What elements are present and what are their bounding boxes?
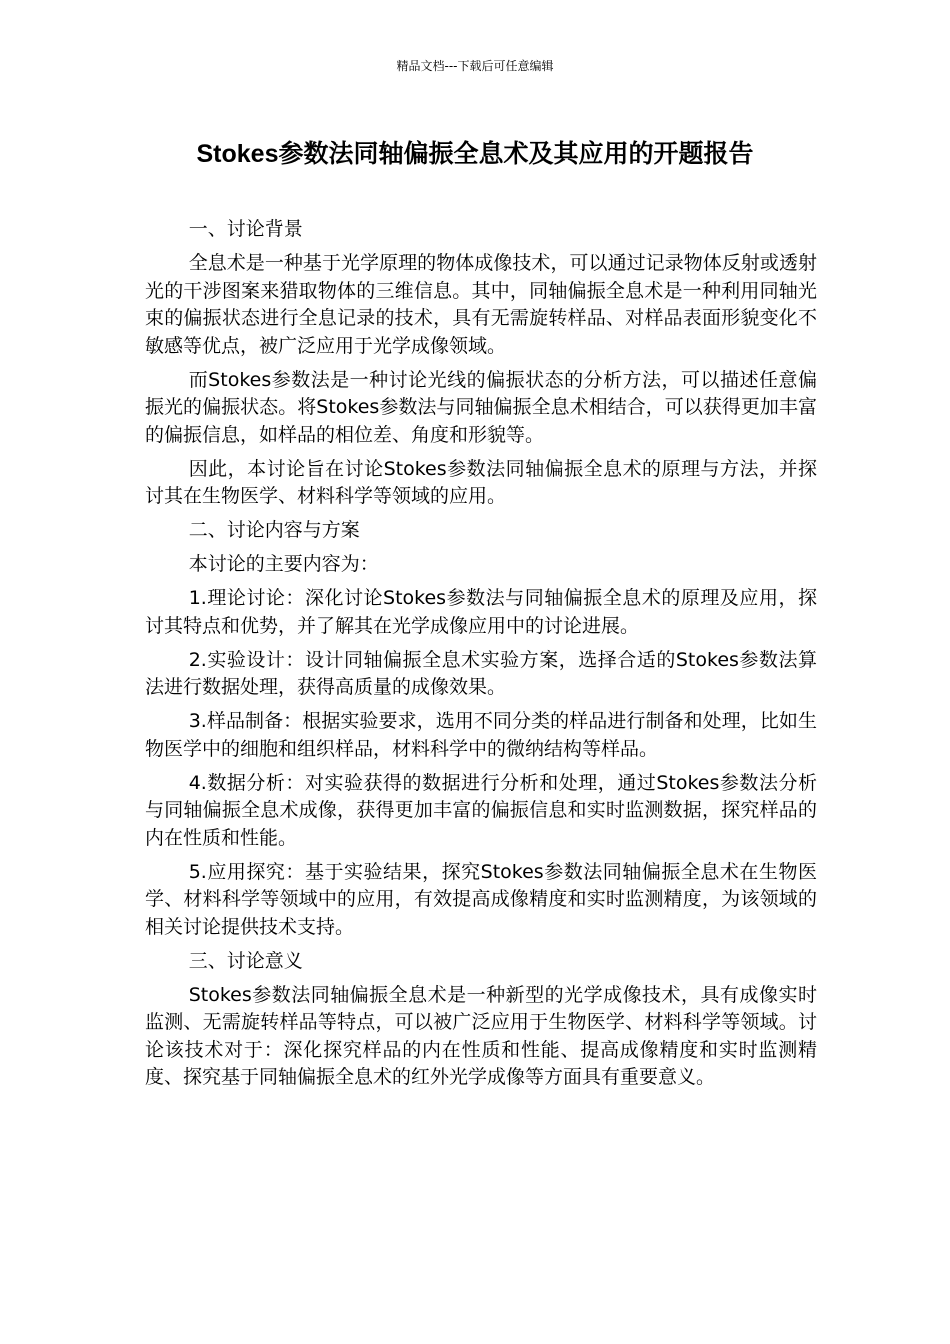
header-note: 精品文档---下载后可任意编辑 (396, 59, 554, 73)
paragraph-background-2: 而Stokes参数法是一种讨论光线的偏振状态的分析方法，可以描述任意偏振光的偏振状态。将Stokes参数法与同轴偏振全息术相结合，可以获得更加丰富的偏振信息，如样品的相位差、角度和形貌等。 (145, 368, 817, 446)
list-item-application: 5.应用探究：基于实验结果，探究Stokes参数法同轴偏振全息术在生物医学、材料科学等领域中的应用，有效提高成像精度和实时监测精度，为该领域的相关讨论提供技术支持。 (145, 860, 817, 938)
list-item-experiment: 2.实验设计：设计同轴偏振全息术实验方案，选择合适的Stokes参数法算法进行数据处理，获得高质量的成像效果。 (145, 648, 817, 698)
section-heading-content: 二、讨论内容与方案 (188, 519, 360, 541)
section-heading-significance: 三、讨论意义 (188, 949, 303, 972)
paragraph-content-intro: 本讨论的主要内容为： (188, 553, 379, 575)
list-item-sample: 3.样品制备：根据实验要求，选用不同分类的样品进行制备和处理，比如生物医学中的细胞和组织样品，材料科学中的微纳结构等样品。 (145, 710, 817, 760)
document-title: Stokes参数法同轴偏振全息术及其应用的开题报告 (196, 140, 754, 168)
list-item-analysis: 4.数据分析：对实验获得的数据进行分析和处理，通过Stokes参数法分析与同轴偏振全息术成像，获得更加丰富的偏振信息和实时监测数据，探究样品的内在性质和性能。 (145, 771, 817, 849)
section-heading-background: 一、讨论背景 (188, 218, 303, 240)
document-body (145, 216, 817, 1098)
paragraph-background-3: 因此，本讨论旨在讨论Stokes参数法同轴偏振全息术的原理与方法，并探讨其在生物医学、材料科学等领域的应用。 (145, 457, 817, 507)
list-item-theory: 1.理论讨论：深化讨论Stokes参数法与同轴偏振全息术的原理及应用，探讨其特点和优势，并了解其在光学成像应用中的讨论进展。 (145, 587, 817, 637)
paragraph-background-1: 全息术是一种基于光学原理的物体成像技术，可以通过记录物体反射或透射光的干涉图案来猎取物体的三维信息。其中，同轴偏振全息术是一种利用同轴光束的偏振状态进行全息记录的技术，具有无需旋转样品、对样品表面形貌变化不敏感等优点，被广泛应用于光学成像领域。 (145, 252, 817, 357)
paragraph-significance: Stokes参数法同轴偏振全息术是一种新型的光学成像技术，具有成像实时监测、无需旋转样品等特点，可以被广泛应用于生物医学、材料科学等领域。讨论该技术对于：深化探究样品的内在性质和性能、提高成像精度和实时监测精度、探究基于同轴偏振全息术的红外光学成像等方面具有重要意义。 (145, 983, 817, 1088)
